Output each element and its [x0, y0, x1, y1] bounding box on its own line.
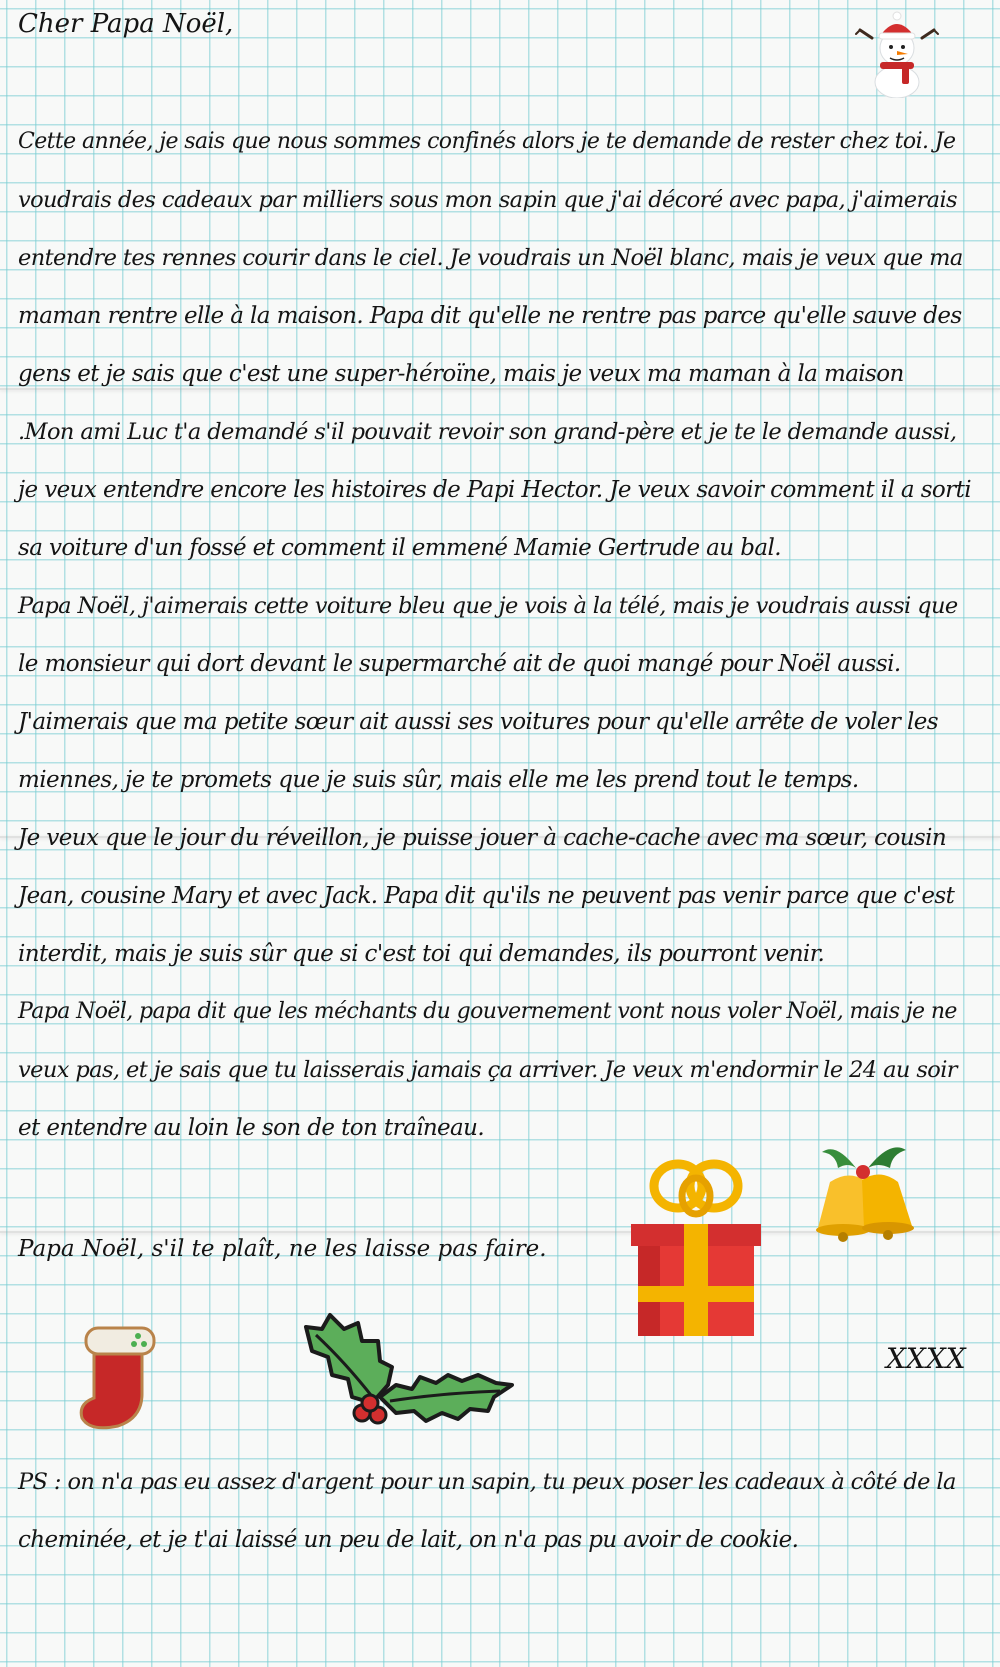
letter-line: Papa Noël, papa dit que les méchants du gouvernement vont nous voler Noël, mais je ne — [18, 999, 957, 1024]
letter-line: sa voiture d'un fossé et comment il emmené Mamie Gertrude au bal. — [18, 535, 781, 561]
letter-line: voudrais des cadeaux par milliers sous mon sapin que j'ai décoré avec papa, j'aimerais — [18, 187, 957, 213]
letter-line: Je veux que le jour du réveillon, je puisse jouer à cache-cache avec ma sœur, cousin — [18, 825, 947, 851]
letter-line: et entendre au loin le son de ton traîneau. — [18, 1115, 485, 1141]
letter-line: interdit, mais je suis sûr que si c'est toi qui demandes, ils pourront venir. — [18, 941, 825, 967]
letter-line: veux pas, et je sais que tu laisserais jamais ça arriver. Je veux m'endormir le 24 au soir — [18, 1057, 957, 1083]
letter-line: maman rentre elle à la maison. Papa dit qu'elle ne rentre pas parce qu'elle sauve des — [18, 303, 962, 329]
holly-icon — [292, 1305, 522, 1430]
bells-icon — [808, 1140, 923, 1250]
letter-line: Papa Noël, j'aimerais cette voiture bleu que je vois à la télé, mais je voudrais aussi que — [18, 593, 958, 619]
snowman-icon — [852, 8, 942, 98]
letter-line: le monsieur qui dort devant le supermarché ait de quoi mangé pour Noël aussi. — [18, 651, 901, 677]
letter-line: J'aimerais que ma petite sœur ait aussi ses voitures pour qu'elle arrête de voler les — [18, 709, 938, 735]
letter-greeting: Cher Papa Noël, — [18, 9, 234, 39]
letter-line: .Mon ami Luc t'a demandé s'il pouvait revoir son grand-père et je te le demande aussi, — [18, 419, 957, 445]
letter-line: entendre tes rennes courir dans le ciel. Je voudrais un Noël blanc, mais je veux que ma — [18, 245, 963, 271]
letter-line: miennes, je te promets que je suis sûr, mais elle me les prend tout le temps. — [18, 767, 859, 793]
postscript-line: PS : on n'a pas eu assez d'argent pour un sapin, tu peux poser les cadeaux à côté de la — [18, 1469, 956, 1495]
stocking-icon — [78, 1322, 158, 1432]
letter-line: Jean, cousine Mary et avec Jack. Papa dit qu'ils ne peuvent pas venir parce que c'est — [18, 883, 955, 909]
letter-line: Cette année, je sais que nous sommes confinés alors je te demande de rester chez toi. Je — [18, 129, 956, 154]
letter-line: gens et je sais que c'est une super-héroïne, mais je veux ma maman à la maison — [18, 361, 904, 387]
postscript-line: cheminée, et je t'ai laissé un peu de lait, on n'a pas pu avoir de cookie. — [18, 1527, 799, 1553]
letter-line: je veux entendre encore les histoires de Papi Hector. Je veux savoir comment il a sorti — [18, 477, 971, 503]
signature-kisses: XXXX — [886, 1342, 966, 1375]
letter-plea: Papa Noël, s'il te plaît, ne les laisse pas faire. — [18, 1236, 547, 1262]
gift-icon — [626, 1154, 766, 1344]
